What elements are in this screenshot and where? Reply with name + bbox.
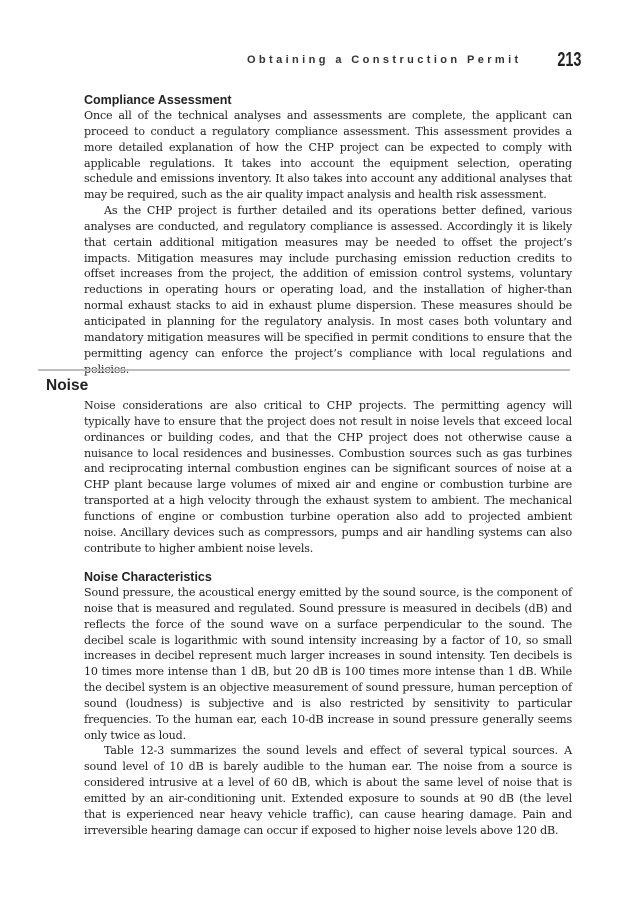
noise-heading: Noise — [46, 377, 89, 394]
page-header — [247, 49, 581, 71]
paragraph: Noise considerations are also critical to CHP projects. The permitting agency will typically have to ensure that the project does not result in noise levels that exceed local ordinances or building codes, and that the CHP project does not otherwise cause a nuisance to local residences and businesses. Combustion sources such as gas turbines and reciprocating internal combustion engines can be significant sources of noise at a CHP plant because large volumes of mixed air and engine or combustion turbine are transported at a high velocity through the exhaust system to ambient. The mechanical functions of engine or combustion turbine operation also add to projected ambient noise. Ancillary devices such as compressors, pumps and air handling systems can also contribute to higher ambient noise levels. — [84, 399, 572, 555]
noise-section — [84, 398, 572, 556]
paragraph: Once all of the technical analyses and assessments are complete, the applicant can proceed to conduct a regulatory compliance assessment. This assessment provides a more detailed explanation of how the CHP project can be expected to comply with applicable regulations. It takes into account the equipment selection, operating schedule and emissions inventory. It also takes into account any additional analyses that may be required, such as the air quality impact analysis and health risk assessment. — [84, 109, 572, 202]
paragraph: Table 12-3 summarizes the sound levels and effect of several typical sources. A sound level of 10 dB is barely audible to the human ear. The noise from a source is considered intrusive at a level of 60 dB, which is about the same level of noise that is emitted by an air-conditioning unit. Extended exposure to sounds at 90 dB (the level that is experienced near heavy vehicle traffic), can cause hearing damage. Pain and irreversible hearing damage can occur if exposed to higher noise levels above 120 dB. — [84, 744, 572, 837]
compliance-assessment-heading: Compliance Assessment — [84, 93, 232, 107]
page-number: 213 — [556, 48, 581, 71]
noise-characteristics-body — [84, 585, 572, 839]
noise-body — [84, 398, 572, 556]
noise-characteristics-section — [84, 569, 572, 839]
paragraph: Sound pressure, the acoustical energy emitted by the sound source, is the component of noise that is measured and regulated. Sound pressure is measured in decibels (dB) and reflects the force of the sound wave on a surface perpendicular to the sound. The decibel scale is logarithmic with sound intensity increasing by a factor of 10, so small increases in decibel represent much larger increases in sound intensity. Ten decibels is 10 times more intense than 1 dB, but 20 dB is 100 times more intense than 1 dB. While the decibel system is an objective measurement of sound pressure, human perception of sound (loudness) is subjective and is also restricted by sensitivity to particular frequencies. To the human ear, each 10-dB increase in sound pressure generally seems only twice as loud. — [84, 586, 572, 742]
section-divider — [38, 369, 570, 371]
compliance-body — [84, 108, 572, 377]
noise-characteristics-heading: Noise Characteristics — [84, 570, 212, 584]
paragraph: As the CHP project is further detailed and its operations better defined, various analyses are conducted, and regulatory compliance is assessed. Accordingly it is likely that certain additional mitigation measures may be needed to offset the project’s impacts. Mitigation measures may include purchasing emission reduction credits to offset increases from the project, the addition of emission control systems, voluntary reductions in operating hours or operating load, and the installation of higher-than normal exhaust stacks to aid in exhaust plume dispersion. These measures should be anticipated in planning for the regulatory analysis. In most cases both voluntary and mandatory mitigation measures will be specified in permit conditions to ensure that the permitting agency can enforce the project’s compliance with local regulations and policies. — [84, 204, 572, 376]
compliance-assessment-section — [84, 92, 572, 377]
running-title: Obtaining a Construction Permit — [246, 54, 522, 66]
